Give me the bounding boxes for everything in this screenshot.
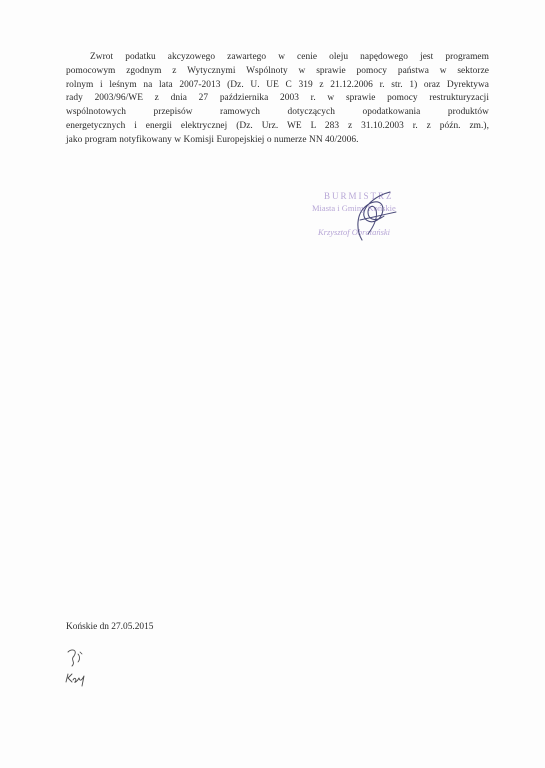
stamp-title: BURMISTRZ xyxy=(324,191,394,201)
paragraph-line: wspólnotowych przepisów ramowych dotyczących opodatkowania produktów xyxy=(66,107,489,118)
date-line: Końskie dn 27.05.2015 xyxy=(66,622,154,632)
stamp-name: Krzysztof Obratański xyxy=(318,227,391,237)
paragraph-line: pomocowym zgodnym z Wytycznymi Wspólnoty w sprawie pomocy państwa w sektorze xyxy=(66,65,489,76)
mayor-stamp xyxy=(304,190,434,242)
legal-notice-paragraph xyxy=(66,51,489,148)
paragraph-line: Zwrot podatku akcyzowego zawartego w cenie oleju napędowego jest programem xyxy=(90,52,489,62)
signature-scribble-icon xyxy=(304,190,434,242)
handwritten-initials-icon xyxy=(60,644,100,690)
paragraph-line: rolnym i leśnym na lata 2007-2013 (Dz. U. UE C 319 z 21.12.2006 r. str. 1) oraz Dyrektywa xyxy=(66,79,489,90)
paragraph-line: energetycznych i energii elektrycznej (Dz. Urz. WE L 283 z 31.10.2003 r. z późn. zm.), xyxy=(66,120,489,131)
stamp-office: Miasta i Gminy Końskie xyxy=(312,203,396,213)
paragraph-line: jako program notyfikowany w Komisji Europejskiej o numerze NN 40/2006. xyxy=(66,134,359,145)
paragraph-line: rady 2003/96/WE z dnia 27 października 2003 r. w sprawie pomocy restrukturyzacji xyxy=(66,93,489,104)
